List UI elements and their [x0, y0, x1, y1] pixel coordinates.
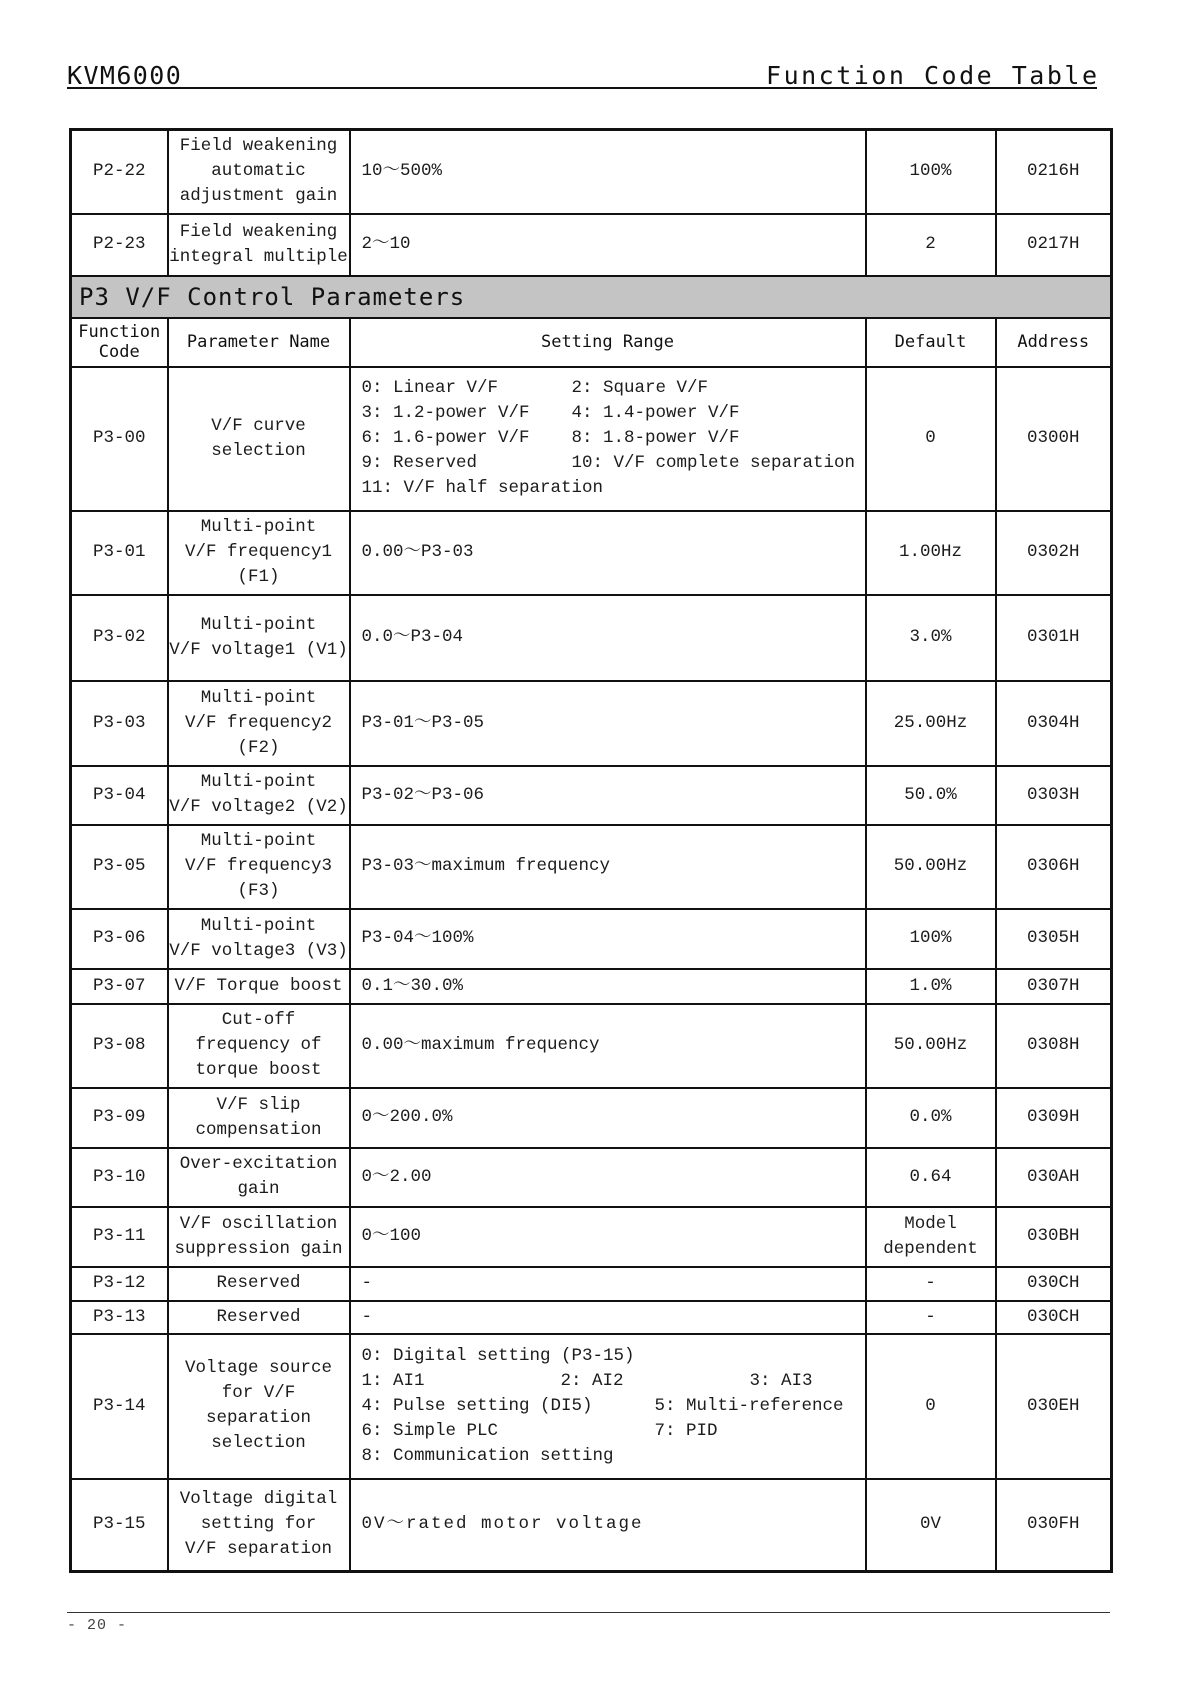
address-cell: 0305H: [996, 909, 1112, 969]
range-cell: 0～2.00: [350, 1148, 866, 1207]
table-row: [71, 130, 1112, 214]
range-option-line: [362, 1419, 865, 1444]
table-row: [71, 681, 1112, 766]
default-cell: -: [866, 1301, 996, 1334]
code-cell: P3-10: [71, 1148, 168, 1207]
name-cell: Reserved: [168, 1267, 350, 1301]
range-cell: 0.1～30.0%: [350, 969, 866, 1004]
address-cell: 0302H: [996, 511, 1112, 595]
range-cell: 0～200.0%: [350, 1088, 866, 1148]
default-cell: 0.0%: [866, 1088, 996, 1148]
code-cell: P2-23: [71, 214, 168, 276]
table-row: [71, 1148, 1112, 1207]
range-cell: [350, 367, 866, 511]
range-option: 0: Linear V/F: [361, 378, 499, 398]
range-option-line: [362, 476, 865, 501]
column-header-code: Function Code: [71, 318, 168, 367]
footer-divider: [67, 1612, 1110, 1613]
range-option-line: [362, 1444, 865, 1469]
section-title: P3 V/F Control Parameters: [71, 276, 1112, 318]
range-option: 6: Simple PLC: [361, 1420, 499, 1441]
name-cell: V/F curve selection: [168, 367, 350, 511]
code-cell: P3-06: [71, 909, 168, 969]
code-cell: P3-07: [71, 969, 168, 1004]
name-cell: Field weakening automatic adjustment gain: [168, 130, 350, 214]
range-cell: 0.0～P3-04: [350, 595, 866, 681]
table-row: [71, 214, 1112, 276]
range-cell: 0.00～maximum frequency: [350, 1004, 866, 1088]
address-cell: 0300H: [996, 367, 1112, 511]
address-cell: 0309H: [996, 1088, 1112, 1148]
page-number: - 20 -: [67, 1617, 128, 1634]
code-cell: P3-09: [71, 1088, 168, 1148]
column-header-row: [71, 318, 1112, 367]
product-name: KVM6000: [67, 61, 183, 90]
name-cell: Multi-point V/F frequency3 (F3): [168, 825, 350, 909]
code-cell: P3-05: [71, 825, 168, 909]
range-cell: 0V～rated motor voltage: [350, 1479, 866, 1572]
name-cell: Multi-point V/F voltage1 (V1): [168, 595, 350, 681]
default-cell: 0.64: [866, 1148, 996, 1207]
address-cell: 030EH: [996, 1334, 1112, 1479]
code-cell: P3-01: [71, 511, 168, 595]
address-cell: 0304H: [996, 681, 1112, 766]
range-option: 2: AI2: [560, 1370, 624, 1391]
range-cell: P3-04～100%: [350, 909, 866, 969]
range-cell: 0.00～P3-03: [350, 511, 866, 595]
range-option-line: [362, 1394, 865, 1419]
range-option: 2: Square V/F: [571, 378, 709, 398]
default-cell: 2: [866, 214, 996, 276]
range-option: 3: 1.2-power V/F: [361, 403, 530, 423]
table-row: [71, 825, 1112, 909]
table-row: [71, 909, 1112, 969]
table-row: [71, 969, 1112, 1004]
code-cell: P3-11: [71, 1207, 168, 1267]
table-row: [71, 1004, 1112, 1088]
address-cell: 0216H: [996, 130, 1112, 214]
range-option-line: [362, 401, 865, 426]
table-row: [71, 1479, 1112, 1572]
address-cell: 030CH: [996, 1301, 1112, 1334]
range-option: 3: AI3: [749, 1370, 813, 1391]
range-cell: P3-01～P3-05: [350, 681, 866, 766]
name-cell: Multi-point V/F voltage2 (V2): [168, 766, 350, 825]
table-row: [71, 1334, 1112, 1479]
range-cell: 0～100: [350, 1207, 866, 1267]
address-cell: 0306H: [996, 825, 1112, 909]
name-cell: Voltage source for V/F separation selection: [168, 1334, 350, 1479]
default-cell: 0V: [866, 1479, 996, 1572]
table-row: [71, 1301, 1112, 1334]
range-cell: 2～10: [350, 214, 866, 276]
range-option-line: [362, 426, 865, 451]
name-cell: Field weakening integral multiple: [168, 214, 350, 276]
range-option: 8: Communication setting: [361, 1445, 614, 1466]
code-cell: P3-02: [71, 595, 168, 681]
column-header-default: Default: [866, 318, 996, 367]
range-cell: 10～500%: [350, 130, 866, 214]
code-cell: P3-08: [71, 1004, 168, 1088]
address-cell: 0307H: [996, 969, 1112, 1004]
code-cell: P3-00: [71, 367, 168, 511]
name-cell: Multi-point V/F frequency1 (F1): [168, 511, 350, 595]
address-cell: 030AH: [996, 1148, 1112, 1207]
default-cell: 1.0%: [866, 969, 996, 1004]
name-cell: V/F oscillation suppression gain: [168, 1207, 350, 1267]
page-title: Function Code Table: [766, 61, 1100, 90]
default-cell: 50.00Hz: [866, 825, 996, 909]
range-cell: -: [350, 1301, 866, 1334]
code-cell: P3-04: [71, 766, 168, 825]
range-cell: -: [350, 1267, 866, 1301]
table-row: [71, 511, 1112, 595]
range-option: 4: 1.4-power V/F: [571, 403, 740, 423]
page-header: [67, 56, 1100, 90]
range-option-line: [362, 376, 865, 401]
default-cell: -: [866, 1267, 996, 1301]
address-cell: 030FH: [996, 1479, 1112, 1572]
name-cell: Voltage digital setting for V/F separation: [168, 1479, 350, 1572]
range-option: 1: AI1: [361, 1370, 425, 1391]
default-cell: 50.00Hz: [866, 1004, 996, 1088]
default-cell: 1.00Hz: [866, 511, 996, 595]
range-option-line: [362, 1344, 865, 1369]
address-cell: 0217H: [996, 214, 1112, 276]
default-cell: 100%: [866, 909, 996, 969]
code-cell: P3-12: [71, 1267, 168, 1301]
table-row: [71, 1267, 1112, 1301]
code-cell: P3-13: [71, 1301, 168, 1334]
address-cell: 0308H: [996, 1004, 1112, 1088]
range-option: 6: 1.6-power V/F: [361, 428, 530, 448]
default-cell: 100%: [866, 130, 996, 214]
table-row: [71, 367, 1112, 511]
table-row: [71, 766, 1112, 825]
table-row: [71, 595, 1112, 681]
range-option: 7: PID: [654, 1420, 718, 1441]
range-option: 9: Reserved: [361, 453, 478, 473]
default-cell: 0: [866, 1334, 996, 1479]
table-row: [71, 1088, 1112, 1148]
column-header-name: Parameter Name: [168, 318, 350, 367]
default-cell: 0: [866, 367, 996, 511]
section-header: [71, 276, 1112, 318]
range-option: 0: Digital setting (P3-15): [361, 1345, 635, 1366]
range-option: 10: V/F complete separation: [571, 453, 856, 473]
function-code-table: [69, 128, 1113, 1573]
default-cell: 25.00Hz: [866, 681, 996, 766]
name-cell: V/F slip compensation: [168, 1088, 350, 1148]
range-option: 4: Pulse setting (DI5): [361, 1395, 593, 1416]
name-cell: V/F Torque boost: [168, 969, 350, 1004]
name-cell: Reserved: [168, 1301, 350, 1334]
address-cell: 0301H: [996, 595, 1112, 681]
address-cell: 0303H: [996, 766, 1112, 825]
range-cell: P3-02～P3-06: [350, 766, 866, 825]
code-cell: P2-22: [71, 130, 168, 214]
range-cell: P3-03～maximum frequency: [350, 825, 866, 909]
range-option-line: [362, 1369, 865, 1394]
code-cell: P3-15: [71, 1479, 168, 1572]
table-row: [71, 1207, 1112, 1267]
default-cell: Model dependent: [866, 1207, 996, 1267]
range-option: 8: 1.8-power V/F: [571, 428, 740, 448]
range-option-line: [362, 451, 865, 476]
name-cell: Multi-point V/F voltage3 (V3): [168, 909, 350, 969]
code-cell: P3-03: [71, 681, 168, 766]
column-header-range: Setting Range: [350, 318, 866, 367]
code-cell: P3-14: [71, 1334, 168, 1479]
range-option: 5: Multi-reference: [654, 1395, 844, 1416]
name-cell: Multi-point V/F frequency2 (F2): [168, 681, 350, 766]
range-option: 11: V/F half separation: [361, 478, 604, 498]
name-cell: Cut-off frequency of torque boost: [168, 1004, 350, 1088]
range-cell: [350, 1334, 866, 1479]
address-cell: 030BH: [996, 1207, 1112, 1267]
default-cell: 50.0%: [866, 766, 996, 825]
name-cell: Over-excitation gain: [168, 1148, 350, 1207]
address-cell: 030CH: [996, 1267, 1112, 1301]
default-cell: 3.0%: [866, 595, 996, 681]
column-header-address: Address: [996, 318, 1112, 367]
